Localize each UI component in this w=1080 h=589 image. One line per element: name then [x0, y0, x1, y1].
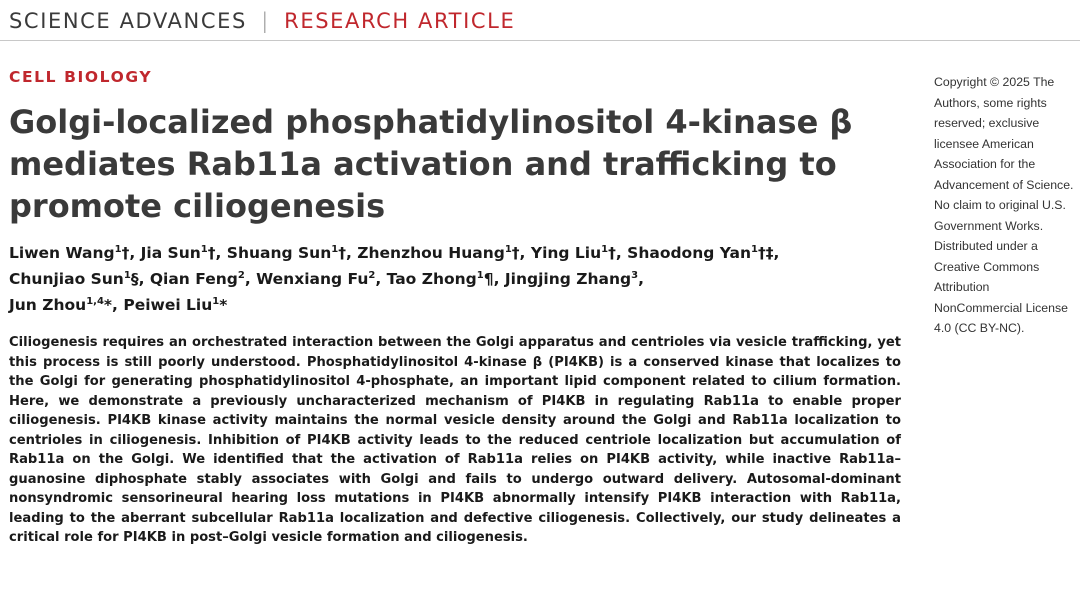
- author: [256, 270, 387, 288]
- article-type: RESEARCH ARTICLE: [284, 9, 516, 33]
- author: [357, 244, 531, 262]
- author-name: Wenxiang Fu: [256, 270, 369, 288]
- author-name: Tao Zhong: [386, 270, 477, 288]
- author-affiliation: 1: [123, 269, 131, 281]
- author-name: Qian Feng: [149, 270, 238, 288]
- author-marks: †: [608, 244, 616, 262]
- author-name: Ying Liu: [530, 244, 602, 262]
- author-affiliation: 1: [476, 269, 484, 281]
- author-marks: †: [121, 244, 130, 262]
- author-separator: ,: [138, 270, 150, 288]
- author-affiliation: 2: [237, 269, 245, 281]
- section-label: CELL BIOLOGY: [9, 68, 153, 86]
- author-marks: §: [130, 270, 139, 288]
- author: [9, 244, 141, 262]
- author-name: Chunjiao Sun: [9, 270, 124, 288]
- author-marks: †: [207, 244, 216, 262]
- author-name: Zhenzhou Huang: [357, 244, 505, 262]
- author-separator: ,: [615, 244, 628, 262]
- copyright-notice: Copyright © 2025 The Authors, some rights reserved; exclusive licensee American Association for the Advancement of Science. No claim to original U.S. Government Works. Distributed under a Creative Commons Attribution NonCommercial License 4.0 (CC BY-NC).: [934, 75, 1074, 335]
- author-name: Jun Zhou: [9, 296, 87, 314]
- author-list: [9, 240, 889, 318]
- author-separator: ,: [638, 270, 644, 288]
- author-marks: *: [103, 296, 113, 314]
- author-marks: *: [219, 296, 228, 314]
- author: [9, 270, 150, 288]
- author-affiliation: 1: [114, 243, 122, 255]
- author-affiliation: 1: [212, 295, 220, 307]
- author-name: Jingjing Zhang: [504, 270, 632, 288]
- author-marks: †: [511, 244, 520, 262]
- author-separator: ,: [244, 270, 257, 288]
- author-separator: ,: [129, 244, 141, 262]
- author-name: Jia Sun: [140, 244, 201, 262]
- header-separator: |: [261, 9, 270, 33]
- article-title: Golgi-localized phosphatidylinositol 4-kinase β mediates Rab11a activation and trafficking to promote ciliogenesis: [9, 103, 853, 225]
- abstract: Ciliogenesis requires an orchestrated interaction between the Golgi apparatus and centrioles via vesicle trafficking, yet this process is still poorly understood. Phosphatidylinositol 4-kinase β (PI4KB) is a conserved kinase that localizes to the Golgi for generating phosphatidylinositol 4-phosphate, an important lipid component related to cilium formation. Here, we demonstrate a previously uncharacterized mechanism of PI4KB in regulating Rab11a to enable proper ciliogenesis. PI4KB kinase activity maintains the normal vesicle density around the Golgi and Rab11a localization to centrioles in ciliogenesis. Inhibition of PI4KB activity leads to the reduced centriole localization but accumulation of Rab11a on the Golgi. We identified that the activation of Rab11a relies on PI4KB activity, while inactive Rab11a–guanosine diphosphate stably associates with Golgi and fails to undergo outward delivery. Autosomal-dominant nonsyndromic sensorineural hearing loss mutations in PI4KB abnormally intensify PI4KB interaction with Rab11a, leading to the aberrant subcellular Rab11a localization and defective ciliogenesis. Collectively, our study delineates a critical role for PI4KB in post–Golgi vesicle formation and ciliogenesis.: [9, 335, 901, 545]
- author: [227, 244, 357, 262]
- author-affiliation: 3: [631, 269, 639, 281]
- author-separator: ,: [345, 244, 358, 262]
- author: [505, 270, 644, 288]
- author-affiliation: 1: [200, 243, 208, 255]
- author-name: Liwen Wang: [9, 244, 115, 262]
- author-marks: ¶: [483, 270, 494, 288]
- author-separator: ,: [773, 244, 780, 262]
- author-affiliation: 1: [331, 243, 339, 255]
- author: [141, 244, 227, 262]
- author-name: Shuang Sun: [226, 244, 332, 262]
- author: [9, 296, 123, 314]
- author-affiliation: 1: [751, 243, 758, 255]
- author-affiliation: 2: [368, 269, 376, 281]
- author-marks: †‡: [758, 244, 774, 262]
- author: [531, 244, 627, 262]
- header-divider: [0, 40, 1080, 41]
- journal-name: SCIENCE ADVANCES: [9, 9, 247, 33]
- author-separator: ,: [112, 296, 124, 314]
- author-marks: †: [338, 244, 346, 262]
- author-separator: ,: [493, 270, 505, 288]
- author-affiliation: 1,4: [86, 295, 104, 307]
- author-separator: ,: [375, 270, 387, 288]
- author-name: Peiwei Liu: [123, 296, 213, 314]
- author: [387, 270, 505, 288]
- author-separator: ,: [215, 244, 227, 262]
- author-separator: ,: [519, 244, 531, 262]
- author-affiliation: 1: [601, 243, 609, 255]
- journal-header: [9, 6, 515, 36]
- author: [123, 296, 227, 314]
- author: [150, 270, 256, 288]
- author-name: Shaodong Yan: [627, 244, 752, 262]
- author: [627, 244, 779, 262]
- author-affiliation: 1: [504, 243, 512, 255]
